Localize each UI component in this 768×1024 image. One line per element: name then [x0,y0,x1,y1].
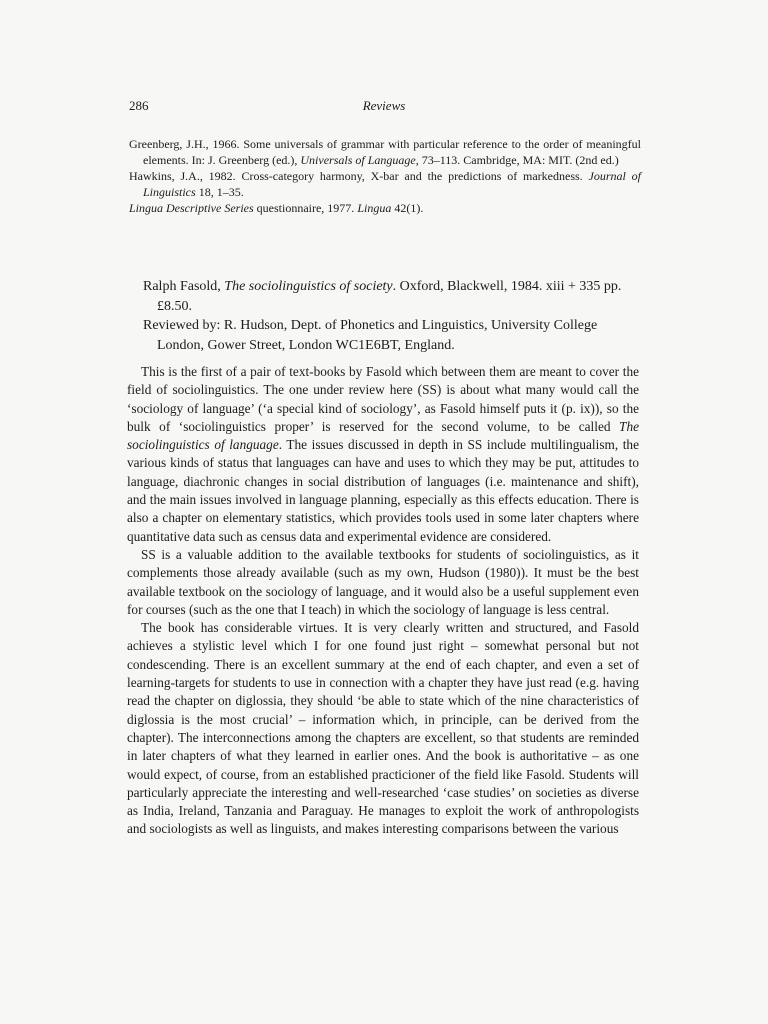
book-citation: Ralph Fasold, The sociolinguistics of society. Oxford, Blackwell, 1984. xiii + 335 pp. £8.50. [143,279,622,314]
reference-lingua: Lingua Descriptive Series questionnaire, 1977. Lingua 42(1). [129,201,424,215]
book-title: The sociolinguistics of society [224,279,393,294]
reference-greenberg: Greenberg, J.H., 1966. Some universals of grammar with particular reference to the order of meaningful elements. In: J. Greenberg (ed.), Universals of Language, 73–113. Cambridge, MA: MIT. (2nd ed.) [129,137,641,167]
reviewer-info: Reviewed by: R. Hudson, Dept. of Phonetics and Linguistics, University College London, Gower Street, London WC1E6BT, England. [143,318,598,353]
review-heading [143,277,641,355]
running-title: Reviews [362,98,406,113]
reference-list [129,136,641,216]
paragraph-2: SS is a valuable addition to the available textbooks for students of sociolinguistics, as it complements those already available (such as my own, Hudson (1980)). It must be the best available textbook on the sociology of language, and it would also be a useful supplement even for courses (such as the one that I teach) in which the sociology of language is less central. [127,546,639,617]
paragraph-1: This is the first of a pair of text-books by Fasold which between them are meant to cover the field of sociolinguistics. The one under review here (SS) is about what many would call the ‘sociology of language’ (‘a special kind of sociology’, as Fasold himself puts it (p. ix)), so the bulk of ‘sociolinguistics proper’ is reserved for the second volume, to be called The sociolinguistics of language. The issues discussed in depth in SS include multilingualism, the various kinds of status that languages can have and uses to which they may be put, attitudes to language, diachronic changes in social distribution of languages (i.e. maintenance and shift), and the main issues involved in language planning, especially as this effects education. There is also a chapter on elementary statistics, which provides tools used in some later chapters where quantitative data such as census data and experimental evidence are considered. [127,364,639,544]
review-body [127,363,639,839]
reference-hawkins: Hawkins, J.A., 1982. Cross-category harmony, X-bar and the predictions of markedness. Journal of Linguistics 18, 1–35. [129,169,641,199]
running-header [129,98,639,114]
page-number: 286 [129,98,149,113]
paragraph-3: The book has considerable virtues. It is very clearly written and structured, and Fasold achieves a stylistic level which I for one found just right – somewhat personal but not condescending. There is an excellent summary at the end of each chapter, and even a set of learning-targets for students to use in connection with a chapter they have just read (e.g. having read the chapter on diglossia, they should ‘be able to state which of the nine characteristics of diglossia is the most crucial’ – information which, in principle, can be derived from the chapter). The interconnections among the chapters are excellent, so that students are reminded in later chapters of what they learned in earlier ones. And the book is authoritative – as one would expect, of course, from an established practicioner of the field like Fasold. Students will particularly appreciate the interesting and well-researched ‘case studies’ on societies as diverse as India, Ireland, Tanzania and Paraguay. He manages to exploit the work of anthropologists and sociologists as well as linguists, and makes interesting comparisons between the various [127,620,639,837]
